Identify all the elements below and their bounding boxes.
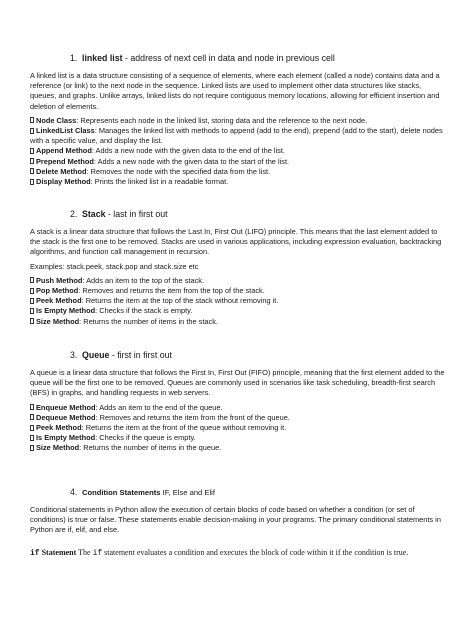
list-item: Is Empty Method: Checks if the stack is empty.: [30, 306, 448, 316]
heading-title: linked list: [82, 53, 123, 63]
list-item: Enqueue Method: Adds an item to the end of the queue.: [30, 403, 448, 413]
list-item: Dequeue Method: Removes and returns the item from the front of the queue.: [30, 413, 448, 423]
stack-section: [30, 227, 448, 327]
list-item: Push Method: Adds an item to the top of the stack.: [30, 276, 448, 286]
heading-stack: [70, 209, 450, 220]
checkbox-glyph-icon: [30, 148, 34, 154]
conditions-section: [30, 505, 448, 540]
list-item: Delete Method: Removes the node with the specified data from the list.: [30, 167, 448, 177]
list-item: Pop Method: Removes and returns the item from the top of the stack.: [30, 286, 448, 296]
checkbox-glyph-icon: [30, 288, 34, 294]
paragraph: A stack is a linear data structure that follows the Last In, First Out (LIFO) principle. This means that the last element added to the stack is the first one to be removed. Stacks are used in various applications, including expression evaluation, backtracking algorithms, and function call management in recursion.: [30, 227, 442, 257]
checkbox-glyph-icon: [30, 158, 34, 164]
checkbox-glyph-icon: [30, 404, 34, 410]
checkbox-glyph-icon: [30, 425, 34, 431]
checkbox-glyph-icon: [30, 277, 34, 283]
checkbox-glyph-icon: [30, 445, 34, 451]
heading-queue: [70, 350, 450, 361]
if-statement-paragraph: if Statement The if statement evaluates a condition and executes the block of code within it if the condition is true.: [30, 548, 409, 558]
heading-number: 2.: [70, 209, 78, 219]
checkbox-glyph-icon: [30, 128, 34, 134]
list-item: Append Method: Adds a new node with the given data to the end of the list.: [30, 146, 448, 156]
heading-subtitle: - address of next cell in data and node in previous cell: [122, 53, 335, 63]
checkbox-glyph-icon: [30, 414, 34, 420]
method-list: [30, 276, 448, 327]
checkbox-glyph-icon: [30, 308, 34, 314]
list-item: Display Method: Prints the linked list in a readable format.: [30, 177, 448, 187]
heading-number: 1.: [70, 53, 78, 63]
code-keyword: if: [30, 549, 40, 558]
code-keyword: if: [92, 549, 103, 558]
checkbox-glyph-icon: [30, 168, 34, 174]
paragraph: Conditional statements in Python allow the execution of certain blocks of code based on whether a condition (or set of conditions) is true or false. These statements enable decision-making in your programs. The primary conditional statements in Python are if, elif, and else.: [30, 505, 441, 535]
checkbox-glyph-icon: [30, 179, 34, 185]
paragraph: A linked list is a data structure consisting of a sequence of elements, where each element (called a node) contains data and a reference (or link) to the next node in the sequence. Linked lists are used to implement other data structures like stacks, queues, and graphs. Unlike arrays, linked lists do not require contiguous memory locations, allowing for efficient insertion and deletion of elements.: [30, 71, 440, 111]
list-item: Is Empty Method: Checks if the queue is empty.: [30, 433, 448, 443]
checkbox-glyph-icon: [30, 318, 34, 324]
checkbox-glyph-icon: [30, 117, 34, 123]
list-item: Size Method: Returns the number of items in the queue.: [30, 443, 448, 453]
queue-section: [30, 368, 448, 454]
list-item: Node Class: Represents each node in the linked list, storing data and the reference to the next node.: [30, 116, 448, 126]
heading-number: 3.: [70, 350, 78, 360]
linked-list-section: [30, 71, 448, 187]
method-list: [30, 403, 448, 454]
heading-subtitle: IF, Else and Elif: [160, 488, 215, 497]
list-item: Peek Method: Returns the item at the front of the queue without removing it.: [30, 423, 448, 433]
heading-condition-statements: [70, 487, 450, 498]
checkbox-glyph-icon: [30, 298, 34, 304]
list-item: Prepend Method: Adds a new node with the given data to the start of the list.: [30, 157, 448, 167]
checkbox-glyph-icon: [30, 435, 34, 441]
heading-title: Queue: [82, 350, 110, 360]
heading-title: Condition Statements: [82, 488, 161, 497]
list-item: LinkedList Class: Manages the linked list with methods to append (add to the end), prepend (add to the start), delete nodes with a specific value, and display the list.: [30, 126, 443, 146]
heading-subtitle: - first in first out: [109, 350, 172, 360]
heading-title: Stack: [82, 209, 106, 219]
heading-linked-list: [70, 53, 450, 64]
heading-subtitle: - last in first out: [105, 209, 168, 219]
paragraph: Examples: stack.peek, stack.pop and stack.size etc: [30, 261, 199, 271]
heading-number: 4.: [70, 487, 78, 497]
list-item: Size Method: Returns the number of items in the stack.: [30, 317, 448, 327]
list-item: Peek Method: Returns the item at the top of the stack without removing it.: [30, 296, 448, 306]
method-list: [30, 116, 448, 187]
paragraph: A queue is a linear data structure that follows the First In, First Out (FIFO) principle, meaning that the first element added to the queue will be the first one to be removed. Queues are commonly used in scenarios like task scheduling, breadth-first search (BFS) in graphs, and handling requests in web servers.: [30, 368, 445, 398]
